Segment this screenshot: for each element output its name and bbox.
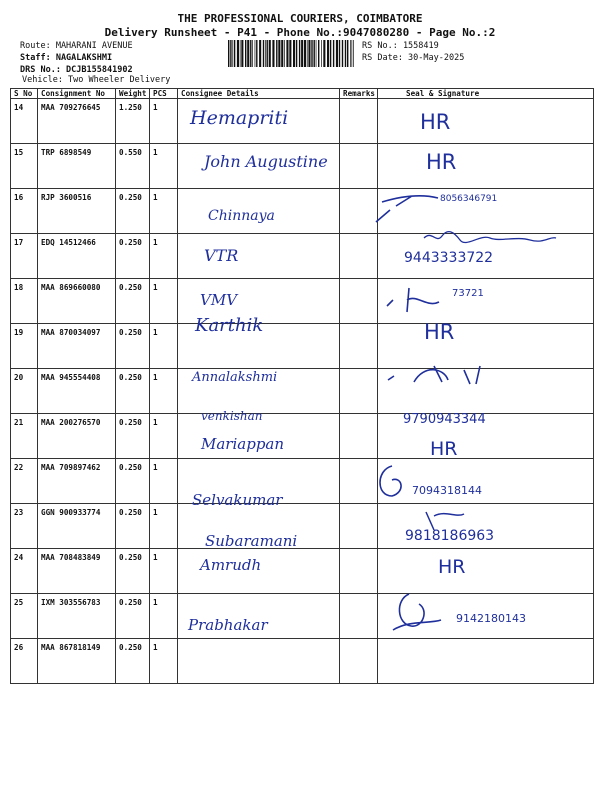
row-consignment-no: MAA 869660080 [38,279,116,324]
handwritten-name: Hemapriti [190,107,289,129]
signature-scribble-icon [389,590,445,634]
row-weight: 0.250 [116,414,150,459]
col-signature-header: Seal & Signature [378,89,594,99]
table-row [11,504,594,549]
row-pcs: 1 [150,279,178,324]
row-consignment-no: TRP 6898549 [38,144,116,189]
row-pcs: 1 [150,99,178,144]
row-consignment-no: IXM 303556783 [38,594,116,639]
row-remarks [340,414,378,459]
handwritten-phone: 7094318144 [412,484,482,497]
handwritten-phone: 9790943344 [403,412,486,427]
row-pcs: 1 [150,189,178,234]
col-sno-header: S No [11,89,38,99]
row-weight: 0.250 [116,234,150,279]
handwritten-phone: 8056346791 [440,194,498,204]
row-consignment-no: EDQ 14512466 [38,234,116,279]
row-consignment-no: GGN 900933774 [38,504,116,549]
route-label: Route: MAHARANI AVENUE [20,41,133,51]
row-pcs: 1 [150,369,178,414]
row-remarks [340,324,378,369]
row-weight: 0.250 [116,639,150,684]
row-sno: 14 [11,99,38,144]
row-weight: 0.250 [116,459,150,504]
signature-scribble-icon [372,462,412,502]
row-weight: 0.250 [116,189,150,234]
handwritten-name: Chinnaya [208,208,275,224]
row-pcs: 1 [150,549,178,594]
row-signature [378,549,594,594]
handwritten-name: Annalakshmi [192,370,278,385]
signature-scribble-icon [372,188,442,228]
handwritten-name: John Augustine [204,152,328,171]
signature-scribble-icon [383,284,443,316]
row-sno: 25 [11,594,38,639]
col-remarks-header: Remarks [340,89,378,99]
handwritten-phone: 9142180143 [456,612,526,625]
row-remarks [340,639,378,684]
col-pcs-header: PCS [150,89,178,99]
handwritten-name: VMV [200,291,238,309]
row-weight: 0.250 [116,594,150,639]
row-consignment-no: RJP 3600516 [38,189,116,234]
row-sno: 20 [11,369,38,414]
handwritten-name: Subaramani [205,532,298,550]
row-consignment-no: MAA 709276645 [38,99,116,144]
staff-label: Staff: NAGALAKSHMI [20,53,113,63]
handwritten-name: VTR [204,246,239,265]
row-remarks [340,504,378,549]
runsheet-table [10,88,594,684]
row-weight: 0.250 [116,324,150,369]
row-consignment-no: MAA 867818149 [38,639,116,684]
row-pcs: 1 [150,459,178,504]
table-row [11,189,594,234]
col-weight-header: Weight [116,89,150,99]
row-remarks [340,99,378,144]
row-weight: 0.550 [116,144,150,189]
row-weight: 0.250 [116,369,150,414]
row-consignee-details [178,234,340,279]
handwritten-name: Karthik [195,315,264,336]
handwritten-name: Amrudh [200,556,262,574]
table-row [11,369,594,414]
row-pcs: 1 [150,324,178,369]
table-header-row [11,89,594,99]
handwritten-name: Prabhakar [188,616,268,634]
initials-mark: HR [420,110,451,134]
barcode-icon [228,40,356,67]
initials-mark: HR [438,556,466,578]
row-signature [378,99,594,144]
initials-mark: HR [426,150,457,174]
row-sno: 18 [11,279,38,324]
handwritten-phone: 73721 [452,288,484,299]
table-row [11,279,594,324]
row-remarks [340,279,378,324]
table-row [11,459,594,504]
handwritten-phone: 9818186963 [405,528,495,544]
row-sno: 22 [11,459,38,504]
initials-mark: HR [430,438,458,460]
row-remarks [340,234,378,279]
handwritten-name: Selvakumar [192,491,283,509]
row-pcs: 1 [150,504,178,549]
row-weight: 1.250 [116,99,150,144]
signature-scribble-icon [420,228,560,250]
row-sno: 15 [11,144,38,189]
table-row [11,639,594,684]
table-row [11,549,594,594]
row-signature [378,144,594,189]
row-sno: 17 [11,234,38,279]
row-sno: 26 [11,639,38,684]
table-row [11,99,594,144]
row-remarks [340,594,378,639]
row-remarks [340,549,378,594]
col-consignment-header: Consignment No [38,89,116,99]
row-weight: 0.250 [116,279,150,324]
row-consignment-no: MAA 945554408 [38,369,116,414]
row-weight: 0.250 [116,549,150,594]
row-pcs: 1 [150,414,178,459]
drs-number: DRS No.: DCJB155841902 [20,65,133,75]
row-pcs: 1 [150,594,178,639]
table-row [11,414,594,459]
row-consignee-details [178,639,340,684]
col-consignee-header: Consignee Details [178,89,340,99]
rs-date: RS Date: 30-May-2025 [362,53,465,63]
table-row [11,324,594,369]
handwritten-name: Mariappan [201,435,285,453]
signature-scribble-icon [384,360,494,390]
row-sno: 16 [11,189,38,234]
row-sno: 19 [11,324,38,369]
row-pcs: 1 [150,639,178,684]
row-signature [378,639,594,684]
initials-mark: HR [424,320,455,344]
row-sno: 21 [11,414,38,459]
row-consignment-no: MAA 200276570 [38,414,116,459]
row-remarks [340,369,378,414]
handwritten-phone: 9443333722 [404,250,494,266]
handwritten-name: venkishan [201,409,263,423]
row-pcs: 1 [150,144,178,189]
row-sno: 23 [11,504,38,549]
runsheet-subtitle: Delivery Runsheet - P41 - Phone No.:9047080280 - Page No.:2 [104,26,496,39]
row-sno: 24 [11,549,38,594]
row-remarks [340,144,378,189]
rs-number: RS No.: 1558419 [362,41,439,51]
company-title: THE PROFESSIONAL COURIERS, COIMBATORE [177,12,423,25]
row-weight: 0.250 [116,504,150,549]
row-pcs: 1 [150,234,178,279]
row-consignment-no: MAA 709897462 [38,459,116,504]
vehicle-label: Vehicle: Two Wheeler Delivery [22,75,171,85]
row-consignment-no: MAA 708483849 [38,549,116,594]
row-consignment-no: MAA 870034097 [38,324,116,369]
